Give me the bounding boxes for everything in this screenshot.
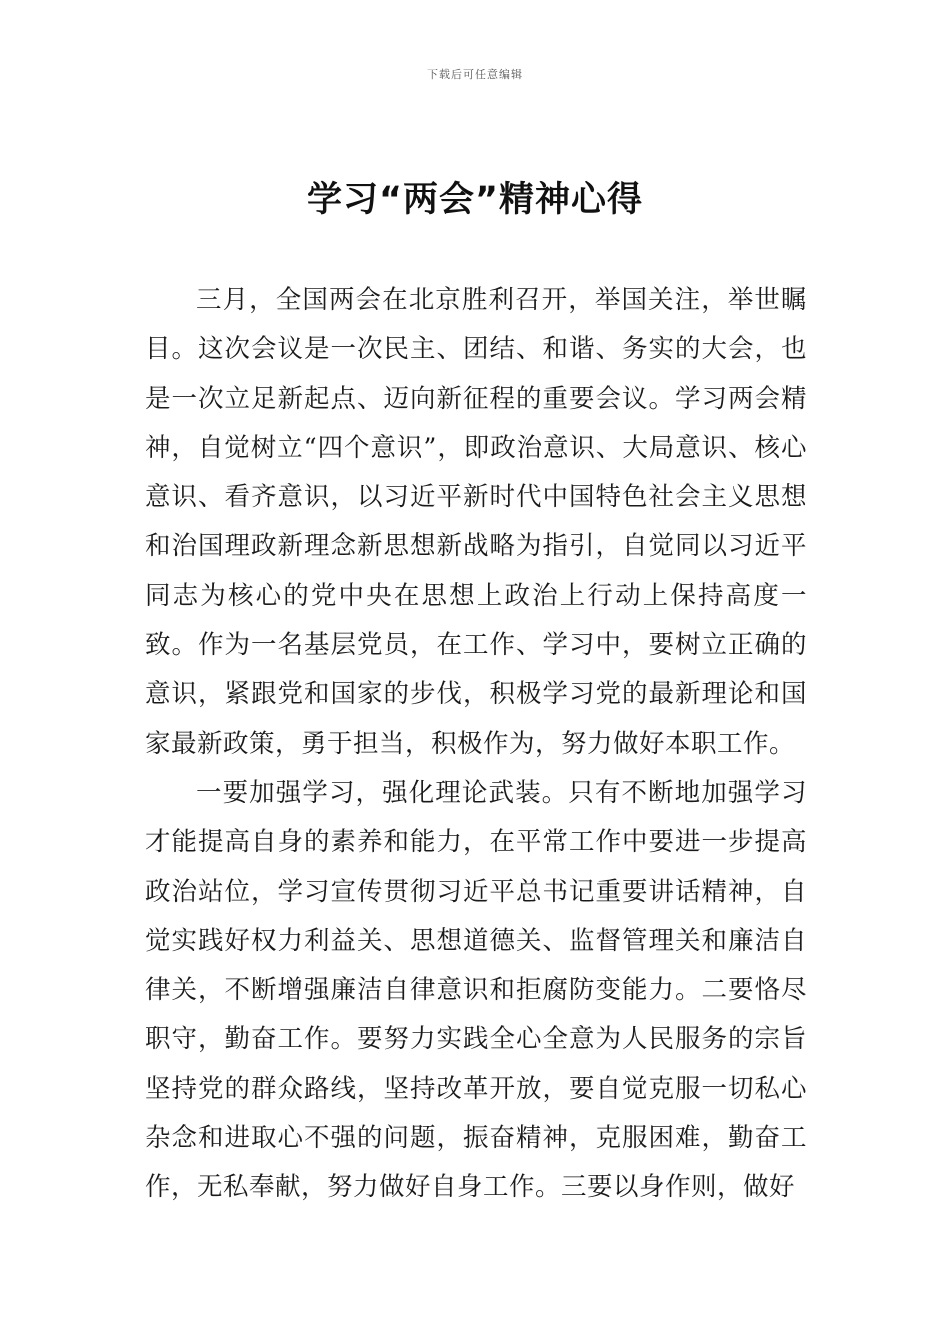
paragraph-1: 三月，全国两会在北京胜利召开，举国关注，举世瞩目。这次会议是一次民主、团结、和谐、务实的大会，也是一次立足新起点、迈向新征程的重要会议。学习两会精神，自觉树立“四个意识”，即政治意识、大局意识、核心意识、看齐意识，以习近平新时代中国特色社会主义思想和治国理政新理念新思想新战略为指引，自觉同以习近平同志为核心的党中央在思想上政治上行动上保持高度一致。作为一名基层党员，在工作、学习中，要树立正确的意识，紧跟党和国家的步伐，积极学习党的最新理论和国家最新政策，勇于担当，积极作为，努力做好本职工作。: [145, 285, 807, 759]
document-body: [145, 276, 807, 1213]
paragraph-2: 一要加强学习，强化理论武装。只有不断地加强学习才能提高自身的素养和能力，在平常工作中要进一步提高政治站位，学习宣传贯彻习近平总书记重要讲话精神，自觉实践好权力利益关、思想道德关、监督管理关和廉洁自律关，不断增强廉洁自律意识和拒腐防变能力。二要恪尽职守，勤奋工作。要努力实践全心全意为人民服务的宗旨坚持党的群众路线，坚持改革开放，要自觉克服一切私心杂念和进取心不强的问题，振奋精神，克服困难，勤奋工作，无私奉献，努力做好自身工作。三要以身作则，做好: [145, 777, 807, 1203]
document-title: 学习“两会”精神心得: [306, 180, 643, 220]
header-note: 下载后可任意编辑: [427, 68, 523, 81]
